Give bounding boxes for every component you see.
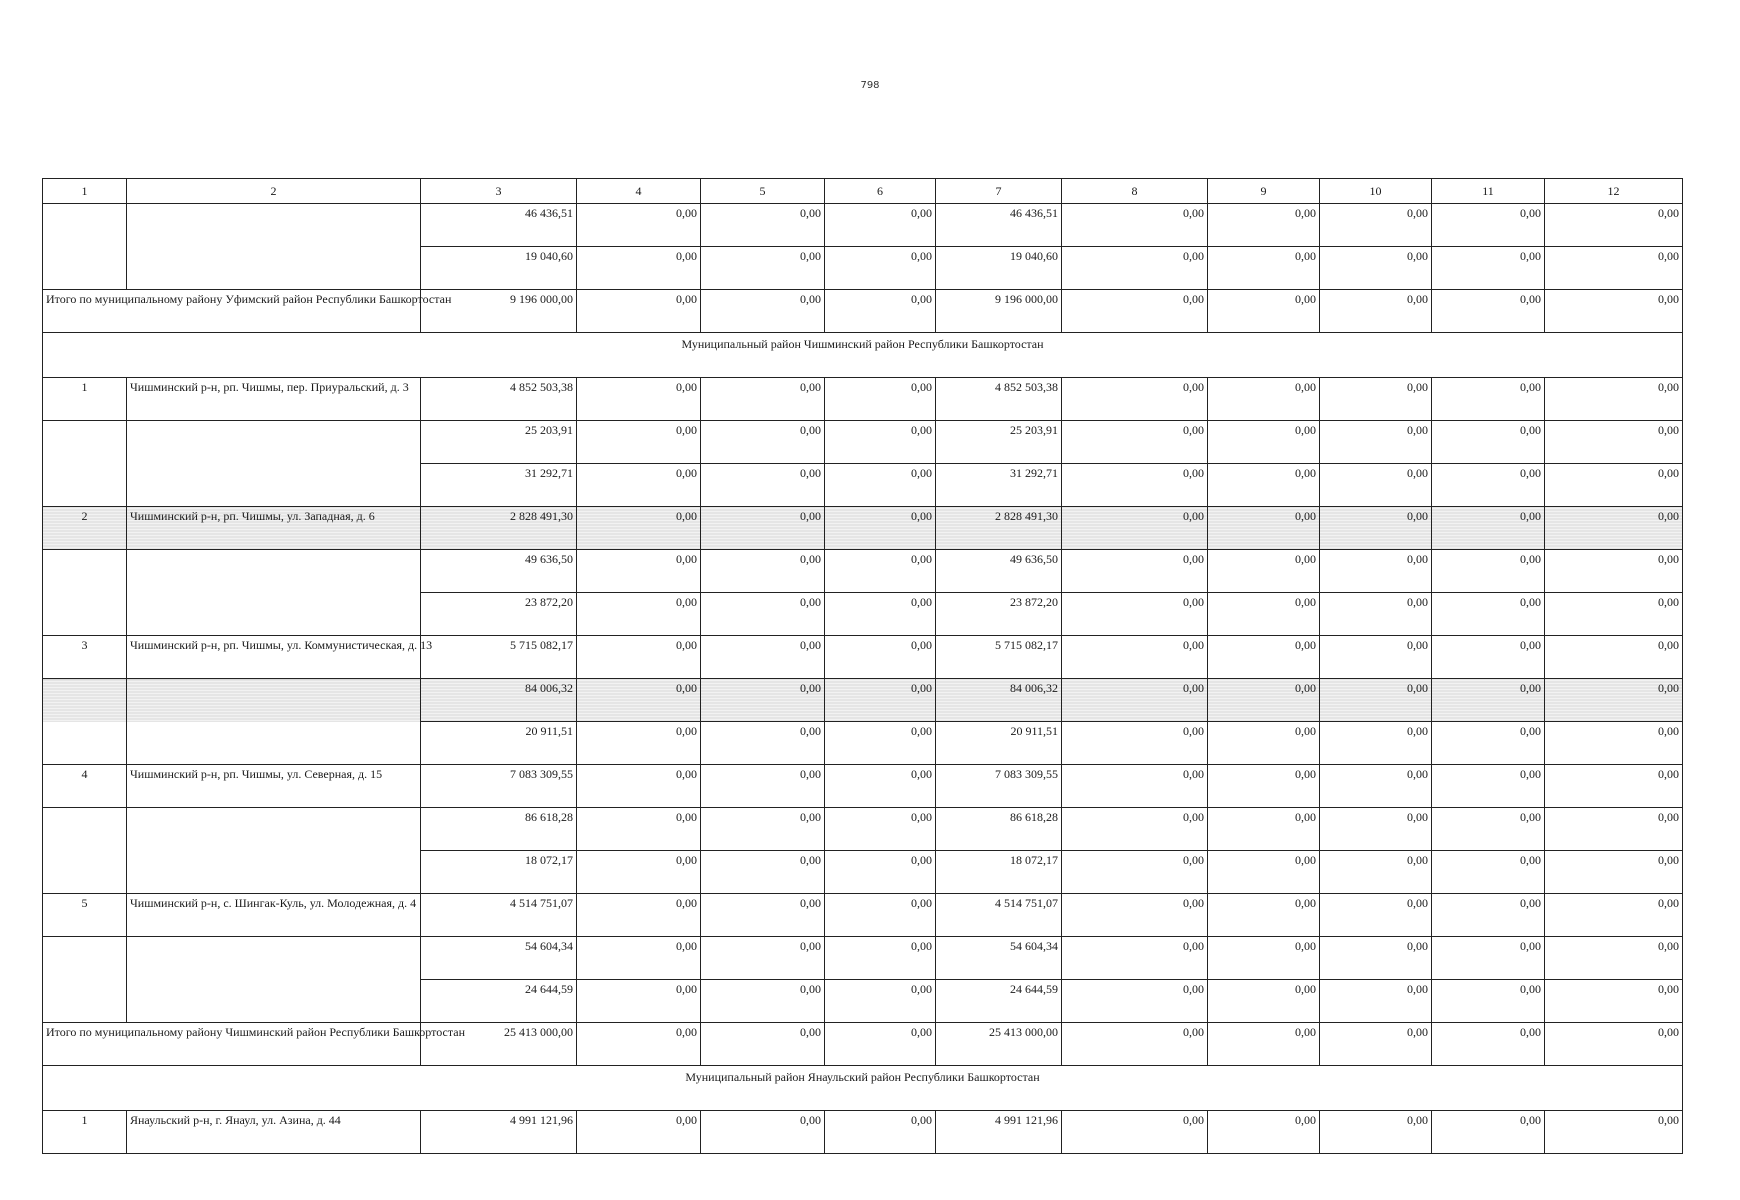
amount-cell: 0,00 — [825, 765, 936, 808]
amount-cell: 0,00 — [1545, 937, 1683, 980]
amount-cell: 0,00 — [825, 679, 936, 722]
amount-cell: 25 203,91 — [421, 421, 577, 464]
amount-cell: 0,00 — [1432, 808, 1545, 851]
amount-cell: 0,00 — [825, 550, 936, 593]
continuation-row — [43, 421, 1683, 464]
amount-cell: 0,00 — [1320, 894, 1432, 937]
amount-cell: 0,00 — [1062, 937, 1208, 980]
amount-cell: 0,00 — [1545, 464, 1683, 507]
amount-cell: 0,00 — [1432, 464, 1545, 507]
amount-cell: 9 196 000,00 — [421, 290, 577, 333]
empty-number-cell — [43, 550, 127, 593]
section-header-row — [43, 333, 1683, 378]
section-title: Муниципальный район Чишминский район Республики Башкортостан — [43, 333, 1683, 378]
register-table-body — [43, 179, 1683, 1154]
object-row — [43, 894, 1683, 937]
amount-cell: 0,00 — [1545, 980, 1683, 1023]
amount-cell: 0,00 — [701, 290, 825, 333]
amount-cell: 49 636,50 — [421, 550, 577, 593]
amount-cell: 49 636,50 — [936, 550, 1062, 593]
amount-cell: 0,00 — [577, 247, 701, 290]
amount-cell: 0,00 — [577, 464, 701, 507]
row-number: 4 — [43, 765, 127, 808]
amount-cell: 0,00 — [577, 1023, 701, 1066]
amount-cell: 0,00 — [577, 550, 701, 593]
amount-cell: 0,00 — [825, 204, 936, 247]
amount-cell: 0,00 — [577, 937, 701, 980]
continuation-row — [43, 204, 1683, 247]
column-header: 4 — [577, 179, 701, 204]
amount-cell: 0,00 — [701, 464, 825, 507]
amount-cell: 0,00 — [825, 464, 936, 507]
empty-number-cell — [43, 851, 127, 894]
empty-number-cell — [43, 679, 127, 722]
continuation-row — [43, 464, 1683, 507]
amount-cell: 0,00 — [1320, 679, 1432, 722]
amount-cell: 5 715 082,17 — [936, 636, 1062, 679]
total-row — [43, 1023, 1683, 1066]
total-label: Итого по муниципальному району Уфимский район Республики Башкортостан — [43, 290, 421, 333]
amount-cell: 0,00 — [577, 636, 701, 679]
amount-cell: 0,00 — [1062, 679, 1208, 722]
empty-number-cell — [43, 722, 127, 765]
amount-cell: 0,00 — [701, 894, 825, 937]
object-address: Чишминский р-н, рп. Чишмы, пер. Приуральский, д. 3 — [127, 378, 421, 421]
empty-address-cell — [127, 421, 421, 464]
amount-cell: 7 083 309,55 — [936, 765, 1062, 808]
amount-cell: 0,00 — [1062, 765, 1208, 808]
amount-cell: 0,00 — [1208, 507, 1320, 550]
amount-cell: 84 006,32 — [936, 679, 1062, 722]
object-address: Янаульский р-н, г. Янаул, ул. Азина, д. 44 — [127, 1111, 421, 1154]
amount-cell: 0,00 — [1320, 636, 1432, 679]
amount-cell: 0,00 — [701, 593, 825, 636]
amount-cell: 84 006,32 — [421, 679, 577, 722]
amount-cell: 0,00 — [1320, 378, 1432, 421]
amount-cell: 0,00 — [577, 980, 701, 1023]
amount-cell: 0,00 — [1208, 290, 1320, 333]
amount-cell: 0,00 — [1320, 808, 1432, 851]
amount-cell: 0,00 — [1432, 593, 1545, 636]
amount-cell: 0,00 — [1208, 894, 1320, 937]
amount-cell: 0,00 — [1320, 1023, 1432, 1066]
amount-cell: 0,00 — [1432, 636, 1545, 679]
amount-cell: 0,00 — [701, 636, 825, 679]
amount-cell: 0,00 — [1545, 247, 1683, 290]
column-number-row — [43, 179, 1683, 204]
amount-cell: 0,00 — [1208, 593, 1320, 636]
amount-cell: 54 604,34 — [936, 937, 1062, 980]
empty-address-cell — [127, 722, 421, 765]
amount-cell: 0,00 — [1432, 894, 1545, 937]
amount-cell: 0,00 — [1545, 1023, 1683, 1066]
amount-cell: 18 072,17 — [936, 851, 1062, 894]
amount-cell: 0,00 — [1320, 765, 1432, 808]
amount-cell: 0,00 — [1545, 851, 1683, 894]
amount-cell: 0,00 — [1062, 507, 1208, 550]
continuation-row — [43, 593, 1683, 636]
amount-cell: 0,00 — [1545, 290, 1683, 333]
empty-address-cell — [127, 937, 421, 980]
amount-cell: 20 911,51 — [421, 722, 577, 765]
amount-cell: 0,00 — [1545, 507, 1683, 550]
object-row — [43, 378, 1683, 421]
amount-cell: 0,00 — [1320, 507, 1432, 550]
amount-cell: 0,00 — [1432, 204, 1545, 247]
amount-cell: 25 413 000,00 — [936, 1023, 1062, 1066]
amount-cell: 0,00 — [1062, 1023, 1208, 1066]
amount-cell: 0,00 — [825, 894, 936, 937]
total-row — [43, 290, 1683, 333]
amount-cell: 0,00 — [1208, 247, 1320, 290]
empty-address-cell — [127, 464, 421, 507]
empty-number-cell — [43, 247, 127, 290]
empty-number-cell — [43, 980, 127, 1023]
amount-cell: 24 644,59 — [421, 980, 577, 1023]
amount-cell: 0,00 — [577, 593, 701, 636]
amount-cell: 0,00 — [1432, 290, 1545, 333]
amount-cell: 0,00 — [1320, 1111, 1432, 1154]
amount-cell: 0,00 — [701, 808, 825, 851]
amount-cell: 4 991 121,96 — [421, 1111, 577, 1154]
amount-cell: 0,00 — [1432, 1023, 1545, 1066]
amount-cell: 46 436,51 — [421, 204, 577, 247]
amount-cell: 0,00 — [825, 937, 936, 980]
amount-cell: 0,00 — [825, 808, 936, 851]
amount-cell: 0,00 — [1545, 636, 1683, 679]
empty-address-cell — [127, 247, 421, 290]
continuation-row — [43, 851, 1683, 894]
amount-cell: 0,00 — [577, 808, 701, 851]
continuation-row — [43, 247, 1683, 290]
amount-cell: 0,00 — [1432, 1111, 1545, 1154]
amount-cell: 0,00 — [1320, 290, 1432, 333]
object-row — [43, 1111, 1683, 1154]
empty-address-cell — [127, 808, 421, 851]
amount-cell: 0,00 — [701, 550, 825, 593]
amount-cell: 7 083 309,55 — [421, 765, 577, 808]
empty-address-cell — [127, 593, 421, 636]
amount-cell: 0,00 — [1545, 765, 1683, 808]
amount-cell: 0,00 — [1208, 1023, 1320, 1066]
empty-number-cell — [43, 593, 127, 636]
amount-cell: 0,00 — [1545, 593, 1683, 636]
amount-cell: 0,00 — [1062, 290, 1208, 333]
amount-cell: 0,00 — [701, 1111, 825, 1154]
amount-cell: 0,00 — [1432, 851, 1545, 894]
amount-cell: 0,00 — [1320, 593, 1432, 636]
amount-cell: 0,00 — [1320, 421, 1432, 464]
amount-cell: 0,00 — [701, 378, 825, 421]
amount-cell: 0,00 — [825, 1023, 936, 1066]
section-title: Муниципальный район Янаульский район Республики Башкортостан — [43, 1066, 1683, 1111]
amount-cell: 0,00 — [1062, 550, 1208, 593]
amount-cell: 86 618,28 — [421, 808, 577, 851]
column-header: 7 — [936, 179, 1062, 204]
amount-cell: 23 872,20 — [421, 593, 577, 636]
amount-cell: 0,00 — [701, 421, 825, 464]
amount-cell: 0,00 — [1432, 421, 1545, 464]
amount-cell: 0,00 — [1432, 980, 1545, 1023]
amount-cell: 0,00 — [1545, 808, 1683, 851]
amount-cell: 0,00 — [577, 378, 701, 421]
amount-cell: 2 828 491,30 — [936, 507, 1062, 550]
amount-cell: 0,00 — [1545, 378, 1683, 421]
empty-address-cell — [127, 550, 421, 593]
continuation-row — [43, 550, 1683, 593]
amount-cell: 0,00 — [1432, 550, 1545, 593]
amount-cell: 0,00 — [1062, 593, 1208, 636]
amount-cell: 4 852 503,38 — [421, 378, 577, 421]
amount-cell: 0,00 — [577, 894, 701, 937]
amount-cell: 0,00 — [825, 378, 936, 421]
column-header: 12 — [1545, 179, 1683, 204]
amount-cell: 0,00 — [1208, 1111, 1320, 1154]
object-address: Чишминский р-н, рп. Чишмы, ул. Северная, д. 15 — [127, 765, 421, 808]
amount-cell: 0,00 — [1545, 679, 1683, 722]
amount-cell: 0,00 — [701, 204, 825, 247]
continuation-row — [43, 937, 1683, 980]
amount-cell: 0,00 — [1545, 1111, 1683, 1154]
amount-cell: 0,00 — [825, 507, 936, 550]
amount-cell: 0,00 — [1208, 421, 1320, 464]
row-number: 5 — [43, 894, 127, 937]
amount-cell: 0,00 — [1320, 550, 1432, 593]
row-number: 1 — [43, 378, 127, 421]
amount-cell: 0,00 — [701, 507, 825, 550]
section-header-row — [43, 1066, 1683, 1111]
column-header: 11 — [1432, 179, 1545, 204]
amount-cell: 0,00 — [1062, 421, 1208, 464]
amount-cell: 54 604,34 — [421, 937, 577, 980]
amount-cell: 31 292,71 — [936, 464, 1062, 507]
empty-address-cell — [127, 980, 421, 1023]
amount-cell: 0,00 — [1062, 464, 1208, 507]
object-row — [43, 507, 1683, 550]
amount-cell: 0,00 — [1545, 722, 1683, 765]
amount-cell: 0,00 — [701, 247, 825, 290]
amount-cell: 4 514 751,07 — [421, 894, 577, 937]
amount-cell: 0,00 — [1208, 851, 1320, 894]
register-table — [42, 178, 1683, 1154]
amount-cell: 0,00 — [1062, 247, 1208, 290]
amount-cell: 0,00 — [1208, 722, 1320, 765]
amount-cell: 0,00 — [825, 290, 936, 333]
amount-cell: 0,00 — [1208, 765, 1320, 808]
amount-cell: 0,00 — [1545, 421, 1683, 464]
amount-cell: 19 040,60 — [936, 247, 1062, 290]
amount-cell: 24 644,59 — [936, 980, 1062, 1023]
object-row — [43, 636, 1683, 679]
amount-cell: 5 715 082,17 — [421, 636, 577, 679]
amount-cell: 0,00 — [1432, 937, 1545, 980]
amount-cell: 25 413 000,00 — [421, 1023, 577, 1066]
amount-cell: 0,00 — [1320, 464, 1432, 507]
object-row — [43, 765, 1683, 808]
amount-cell: 0,00 — [1320, 722, 1432, 765]
empty-number-cell — [43, 421, 127, 464]
empty-number-cell — [43, 204, 127, 247]
amount-cell: 0,00 — [577, 765, 701, 808]
amount-cell: 0,00 — [825, 1111, 936, 1154]
amount-cell: 0,00 — [701, 937, 825, 980]
amount-cell: 0,00 — [701, 679, 825, 722]
amount-cell: 31 292,71 — [421, 464, 577, 507]
empty-address-cell — [127, 204, 421, 247]
amount-cell: 0,00 — [701, 851, 825, 894]
continuation-row — [43, 679, 1683, 722]
row-number: 2 — [43, 507, 127, 550]
amount-cell: 0,00 — [1432, 507, 1545, 550]
row-number: 1 — [43, 1111, 127, 1154]
amount-cell: 0,00 — [1208, 980, 1320, 1023]
empty-number-cell — [43, 808, 127, 851]
amount-cell: 86 618,28 — [936, 808, 1062, 851]
column-header: 8 — [1062, 179, 1208, 204]
amount-cell: 0,00 — [701, 765, 825, 808]
amount-cell: 9 196 000,00 — [936, 290, 1062, 333]
empty-address-cell — [127, 679, 421, 722]
column-header: 10 — [1320, 179, 1432, 204]
empty-address-cell — [127, 851, 421, 894]
amount-cell: 0,00 — [1545, 550, 1683, 593]
amount-cell: 0,00 — [1208, 550, 1320, 593]
amount-cell: 0,00 — [1545, 894, 1683, 937]
amount-cell: 0,00 — [701, 980, 825, 1023]
row-number: 3 — [43, 636, 127, 679]
amount-cell: 2 828 491,30 — [421, 507, 577, 550]
amount-cell: 0,00 — [577, 851, 701, 894]
amount-cell: 0,00 — [1432, 765, 1545, 808]
column-header: 9 — [1208, 179, 1320, 204]
amount-cell: 0,00 — [1062, 378, 1208, 421]
column-header: 2 — [127, 179, 421, 204]
amount-cell: 0,00 — [1208, 636, 1320, 679]
amount-cell: 0,00 — [577, 290, 701, 333]
continuation-row — [43, 722, 1683, 765]
amount-cell: 0,00 — [1320, 980, 1432, 1023]
amount-cell: 0,00 — [1062, 636, 1208, 679]
column-header: 1 — [43, 179, 127, 204]
amount-cell: 19 040,60 — [421, 247, 577, 290]
amount-cell: 20 911,51 — [936, 722, 1062, 765]
amount-cell: 0,00 — [825, 421, 936, 464]
amount-cell: 0,00 — [1062, 980, 1208, 1023]
amount-cell: 0,00 — [577, 507, 701, 550]
amount-cell: 0,00 — [1208, 679, 1320, 722]
amount-cell: 0,00 — [1320, 247, 1432, 290]
continuation-row — [43, 980, 1683, 1023]
amount-cell: 0,00 — [825, 722, 936, 765]
amount-cell: 0,00 — [825, 851, 936, 894]
amount-cell: 0,00 — [577, 204, 701, 247]
amount-cell: 0,00 — [1062, 722, 1208, 765]
amount-cell: 0,00 — [1208, 464, 1320, 507]
amount-cell: 0,00 — [1545, 204, 1683, 247]
amount-cell: 25 203,91 — [936, 421, 1062, 464]
amount-cell: 0,00 — [1208, 378, 1320, 421]
amount-cell: 0,00 — [1208, 808, 1320, 851]
amount-cell: 0,00 — [825, 980, 936, 1023]
amount-cell: 0,00 — [825, 636, 936, 679]
column-header: 5 — [701, 179, 825, 204]
amount-cell: 0,00 — [1432, 679, 1545, 722]
amount-cell: 0,00 — [1062, 808, 1208, 851]
amount-cell: 0,00 — [1062, 1111, 1208, 1154]
amount-cell: 0,00 — [577, 1111, 701, 1154]
amount-cell: 46 436,51 — [936, 204, 1062, 247]
object-address: Чишминский р-н, рп. Чишмы, ул. Коммунистическая, д. 13 — [127, 636, 421, 679]
amount-cell: 4 852 503,38 — [936, 378, 1062, 421]
page-number: 798 — [860, 80, 880, 91]
amount-cell: 0,00 — [577, 679, 701, 722]
total-label: Итого по муниципальному району Чишминский район Республики Башкортостан — [43, 1023, 421, 1066]
amount-cell: 0,00 — [1320, 204, 1432, 247]
empty-number-cell — [43, 937, 127, 980]
object-address: Чишминский р-н, с. Шингак-Куль, ул. Молодежная, д. 4 — [127, 894, 421, 937]
amount-cell: 18 072,17 — [421, 851, 577, 894]
object-address: Чишминский р-н, рп. Чишмы, ул. Западная, д. 6 — [127, 507, 421, 550]
amount-cell: 4 514 751,07 — [936, 894, 1062, 937]
amount-cell: 0,00 — [1432, 378, 1545, 421]
amount-cell: 0,00 — [1432, 247, 1545, 290]
amount-cell: 0,00 — [1208, 204, 1320, 247]
amount-cell: 0,00 — [1062, 204, 1208, 247]
amount-cell: 0,00 — [577, 421, 701, 464]
amount-cell: 0,00 — [1062, 894, 1208, 937]
amount-cell: 0,00 — [1320, 851, 1432, 894]
amount-cell: 0,00 — [701, 1023, 825, 1066]
amount-cell: 23 872,20 — [936, 593, 1062, 636]
continuation-row — [43, 808, 1683, 851]
amount-cell: 0,00 — [825, 593, 936, 636]
amount-cell: 0,00 — [701, 722, 825, 765]
amount-cell: 4 991 121,96 — [936, 1111, 1062, 1154]
amount-cell: 0,00 — [577, 722, 701, 765]
amount-cell: 0,00 — [825, 247, 936, 290]
column-header: 6 — [825, 179, 936, 204]
column-header: 3 — [421, 179, 577, 204]
amount-cell: 0,00 — [1062, 851, 1208, 894]
amount-cell: 0,00 — [1208, 937, 1320, 980]
amount-cell: 0,00 — [1432, 722, 1545, 765]
amount-cell: 0,00 — [1320, 937, 1432, 980]
empty-number-cell — [43, 464, 127, 507]
